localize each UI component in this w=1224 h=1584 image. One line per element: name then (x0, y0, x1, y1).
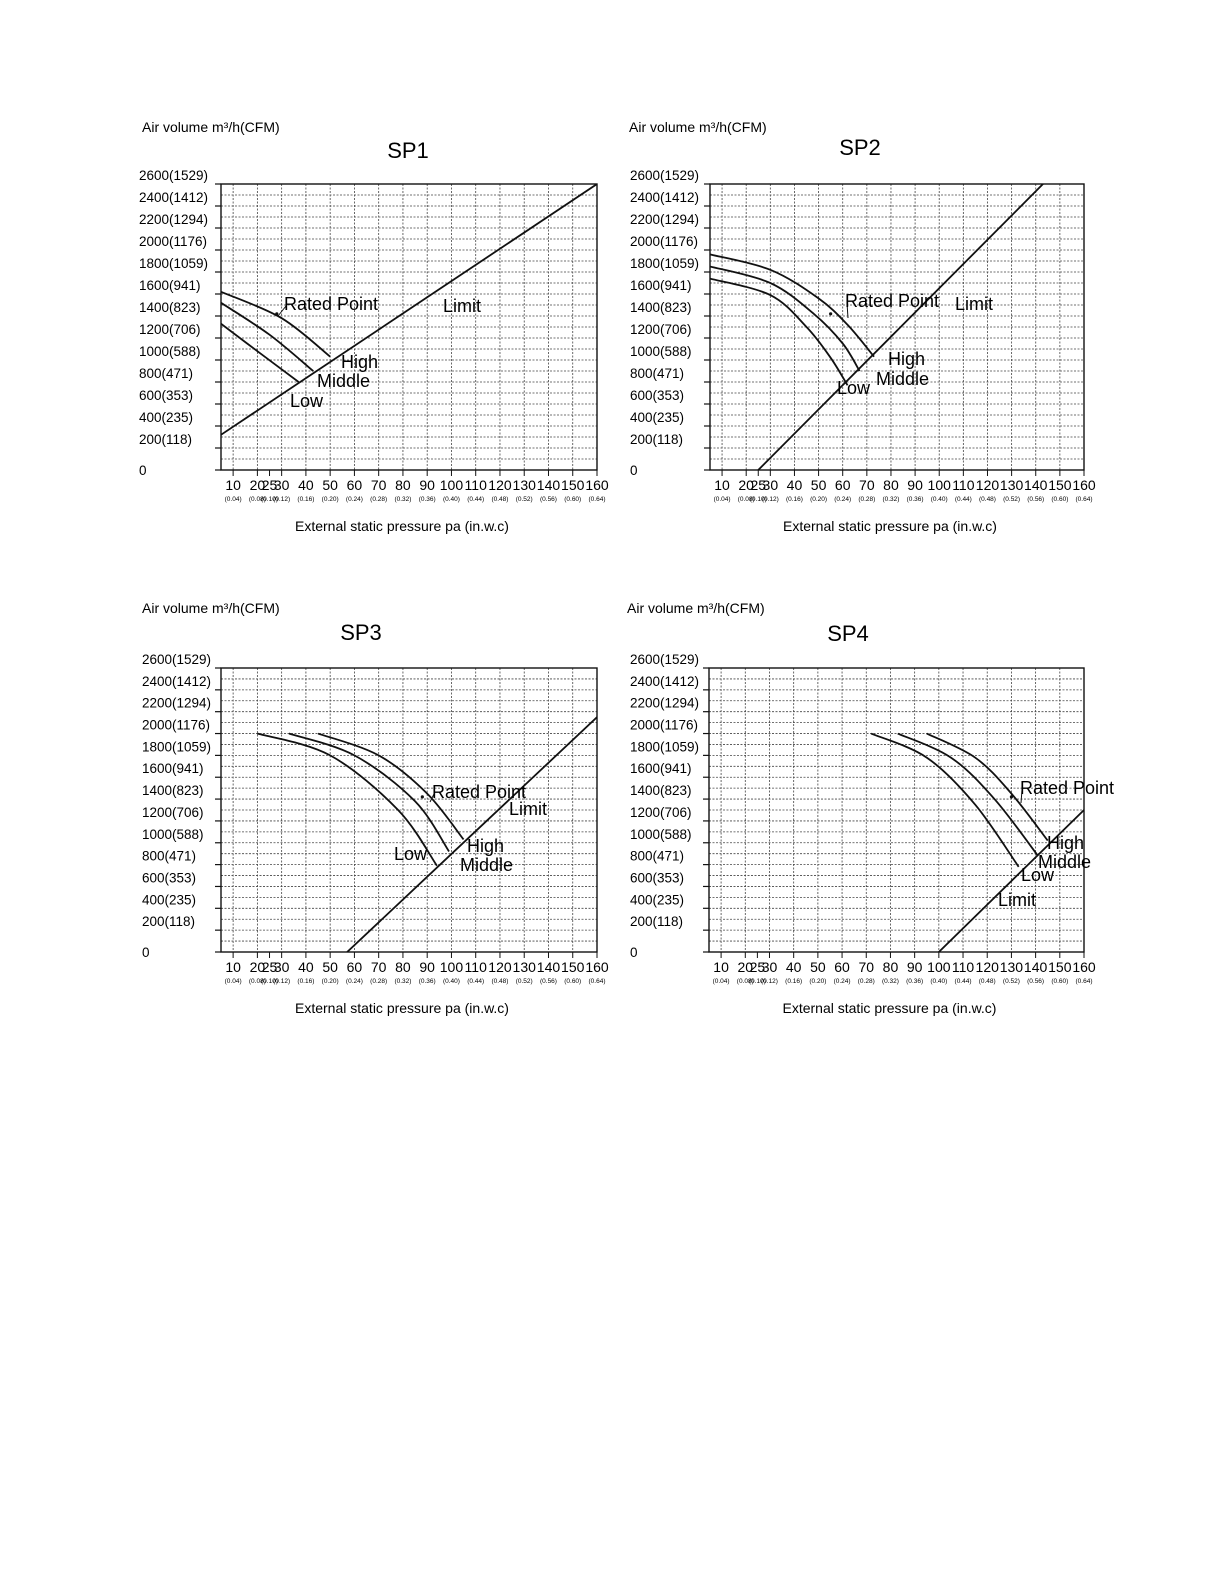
y-tick-label: 0 (630, 945, 638, 960)
x-tick-label: 70 (370, 959, 387, 975)
x-tick-sublabel: (0.08) (736, 978, 754, 985)
limit-label: Limit (509, 799, 548, 819)
x-tick-label: 140 (1023, 959, 1048, 975)
x-tick-label: 30 (273, 477, 290, 493)
x-tick-label: 20 (249, 959, 266, 975)
y-tick-label: 2600(1529) (142, 652, 212, 667)
x-tick-label: 160 (585, 477, 609, 493)
x-tick-label: 50 (322, 477, 338, 493)
y-tick-label: 600(353) (630, 870, 685, 886)
x-axis-title: External static pressure pa (in.w.c) (295, 518, 509, 534)
chart-sp1 (139, 119, 609, 534)
y-tick-label: 2000(1176) (630, 717, 699, 733)
x-tick-label: 90 (907, 477, 923, 493)
chart-title: SP4 (827, 621, 869, 646)
x-tick-sublabel: (0.44) (954, 496, 972, 503)
y-tick-label: 2200(1294) (630, 212, 700, 227)
x-tick-label: 50 (322, 959, 338, 975)
y-tick-label: 0 (142, 945, 150, 960)
middle-label: Middle (1038, 852, 1092, 872)
x-tick-sublabel: (0.52) (515, 978, 533, 985)
high-label: High (341, 352, 379, 372)
y-tick-label: 2200(1294) (630, 695, 700, 711)
x-tick-label: 10 (225, 959, 241, 975)
x-tick-sublabel: (0.20) (809, 978, 827, 985)
x-tick-sublabel: (0.52) (515, 496, 533, 503)
x-tick-label: 60 (346, 959, 363, 975)
x-tick-label: 40 (298, 959, 314, 975)
x-tick-sublabel: (0.40) (442, 496, 460, 503)
series-line-low (221, 324, 299, 382)
x-tick-label: 30 (273, 959, 290, 975)
middle-label: Middle (317, 371, 371, 391)
limit-label: Limit (955, 294, 994, 314)
y-tick-label: 800(471) (630, 848, 685, 864)
x-tick-label: 160 (585, 959, 609, 975)
x-tick-sublabel: (0.16) (785, 978, 803, 985)
x-tick-label: 150 (561, 477, 585, 493)
x-tick-label: 120 (975, 959, 999, 975)
y-axis-title: Air volume m³/h(CFM) (627, 600, 765, 616)
x-tick-label: 20 (737, 959, 754, 975)
x-tick-label: 20 (249, 477, 266, 493)
x-tick-label: 10 (713, 959, 729, 975)
y-tick-label: 600(353) (142, 870, 197, 886)
x-tick-sublabel: (0.28) (857, 978, 875, 985)
series-group (221, 184, 597, 435)
x-tick-sublabel: (0.48) (491, 978, 509, 985)
x-tick-label: 130 (512, 959, 536, 975)
y-tick-label: 1600(941) (139, 278, 201, 293)
y-tick-label: 200(118) (142, 914, 196, 930)
low-label: Low (394, 844, 428, 864)
x-tick-label: 110 (952, 477, 975, 493)
rated-point-marker (275, 312, 278, 315)
x-tick-label: 90 (419, 959, 435, 975)
x-tick-sublabel: (0.56) (539, 496, 557, 503)
x-tick-sublabel: (0.04) (224, 978, 242, 985)
x-tick-label: 40 (786, 477, 803, 493)
x-tick-sublabel: (0.32) (394, 496, 412, 503)
low-label: Low (1021, 865, 1055, 885)
y-tick-label: 1200(706) (630, 804, 692, 820)
y-tick-label: 400(235) (630, 892, 685, 908)
x-tick-sublabel: (0.32) (394, 978, 412, 985)
y-tick-label: 2000(1176) (630, 234, 699, 249)
x-tick-sublabel: (0.12) (273, 978, 291, 985)
x-tick-label: 100 (927, 959, 951, 975)
y-tick-label: 1400(823) (630, 300, 692, 315)
x-tick-sublabel: (0.12) (273, 496, 291, 503)
x-tick-sublabel: (0.40) (930, 496, 948, 503)
x-tick-sublabel: (0.04) (712, 978, 730, 985)
x-tick-label: 100 (439, 959, 464, 975)
y-tick-label: 400(235) (630, 410, 685, 425)
x-tick-label: 120 (975, 477, 1000, 493)
x-tick-sublabel: (0.52) (1002, 978, 1020, 985)
x-tick-label: 140 (536, 959, 561, 975)
x-tick-label: 25 (261, 959, 278, 975)
x-tick-sublabel: (0.48) (491, 496, 509, 503)
y-tick-label: 800(471) (139, 366, 194, 381)
y-tick-label: 2600(1529) (139, 168, 209, 183)
x-tick-sublabel: (0.24) (345, 496, 363, 503)
middle-label: Middle (460, 855, 514, 875)
x-tick-sublabel: (0.32) (882, 496, 900, 503)
x-tick-label: 120 (488, 477, 512, 493)
x-tick-sublabel: (0.56) (1027, 496, 1045, 503)
middle-label: Middle (876, 369, 930, 389)
rated-point-label: Rated Point (432, 782, 527, 802)
x-tick-sublabel: (0.44) (467, 978, 485, 985)
x-tick-label: 40 (298, 477, 314, 493)
x-tick-sublabel: (0.60) (1051, 978, 1069, 985)
y-tick-label: 1400(823) (139, 300, 201, 315)
rated-point-marker (421, 795, 424, 798)
grid (710, 184, 1084, 470)
x-tick-label: 80 (883, 477, 899, 493)
x-tick-sublabel: (0.20) (321, 496, 339, 503)
x-tick-sublabel: (0.60) (564, 496, 582, 503)
x-tick-sublabel: (0.28) (370, 978, 388, 985)
y-tick-label: 1200(706) (630, 322, 692, 337)
y-tick-label: 1800(1059) (630, 256, 700, 271)
x-tick-sublabel: (0.40) (930, 978, 948, 985)
x-tick-label: 130 (999, 959, 1024, 975)
rated-point-marker (829, 312, 832, 315)
x-tick-sublabel: (0.36) (906, 978, 924, 985)
x-tick-sublabel: (0.64) (588, 978, 606, 985)
y-tick-label: 1000(588) (139, 344, 201, 359)
y-tick-label: 800(471) (142, 848, 197, 864)
y-tick-label: 600(353) (139, 388, 194, 403)
y-tick-label: 1400(823) (630, 783, 692, 799)
x-tick-sublabel: (0.60) (1051, 496, 1069, 503)
chart-sp3 (142, 600, 609, 1016)
x-tick-label: 60 (834, 477, 851, 493)
x-tick-sublabel: (0.12) (761, 496, 779, 503)
y-tick-label: 400(235) (142, 892, 197, 908)
series-line-low (710, 279, 848, 386)
y-tick-label: 1000(588) (142, 826, 204, 842)
x-tick-sublabel: (0.10) (748, 978, 766, 985)
y-tick-label: 1800(1059) (630, 739, 700, 755)
x-tick-label: 50 (810, 477, 827, 493)
series-line-limit (347, 717, 597, 952)
y-tick-label: 0 (139, 463, 147, 478)
y-tick-label: 2200(1294) (142, 695, 212, 711)
x-tick-label: 140 (1024, 477, 1048, 493)
x-tick-label: 10 (714, 477, 730, 493)
y-tick-label: 2400(1412) (142, 673, 212, 689)
x-tick-sublabel: (0.08) (248, 496, 266, 503)
y-tick-label: 2600(1529) (630, 652, 700, 667)
x-tick-label: 130 (999, 477, 1024, 493)
x-tick-sublabel: (0.20) (321, 978, 339, 985)
high-label: High (1047, 833, 1085, 853)
x-tick-label: 100 (927, 477, 951, 493)
x-tick-label: 30 (761, 959, 778, 975)
x-tick-label: 80 (395, 477, 411, 493)
x-tick-sublabel: (0.32) (881, 978, 899, 985)
y-tick-label: 2200(1294) (139, 212, 209, 227)
y-tick-label: 2000(1176) (139, 234, 208, 249)
x-axis-title: External static pressure pa (in.w.c) (782, 1000, 997, 1016)
x-tick-sublabel: (0.48) (978, 978, 996, 985)
x-tick-label: 150 (1048, 959, 1072, 975)
x-tick-sublabel: (0.16) (297, 978, 315, 985)
x-tick-label: 160 (1072, 959, 1096, 975)
series-line-middle (710, 267, 860, 372)
y-tick-label: 0 (630, 463, 638, 478)
y-tick-label: 1000(588) (630, 344, 692, 359)
chart-title: SP1 (387, 138, 429, 163)
x-tick-label: 150 (561, 959, 585, 975)
x-tick-sublabel: (0.12) (760, 978, 778, 985)
x-tick-sublabel: (0.24) (834, 496, 852, 503)
x-tick-sublabel: (0.64) (1075, 978, 1093, 985)
y-tick-label: 1200(706) (142, 804, 204, 820)
limit-label: Limit (998, 890, 1037, 910)
x-tick-sublabel: (0.36) (418, 978, 436, 985)
x-tick-label: 160 (1072, 477, 1096, 493)
x-tick-sublabel: (0.36) (418, 496, 436, 503)
rated-point-label: Rated Point (1020, 778, 1115, 798)
x-tick-label: 25 (749, 959, 766, 975)
x-tick-label: 25 (261, 477, 278, 493)
series-line-limit (221, 184, 597, 435)
x-tick-sublabel: (0.28) (370, 496, 388, 503)
x-tick-sublabel: (0.56) (539, 978, 557, 985)
x-tick-label: 110 (464, 477, 487, 493)
y-tick-label: 200(118) (139, 432, 193, 447)
x-tick-sublabel: (0.24) (345, 978, 363, 985)
x-tick-sublabel: (0.36) (906, 496, 924, 503)
x-tick-label: 20 (738, 477, 754, 493)
x-tick-label: 40 (785, 959, 802, 975)
x-tick-label: 150 (1048, 477, 1072, 493)
x-axis-title: External static pressure pa (in.w.c) (295, 1000, 509, 1016)
y-tick-label: 1000(588) (630, 826, 692, 842)
x-tick-sublabel: (0.64) (588, 496, 606, 503)
y-tick-label: 1800(1059) (142, 739, 212, 755)
y-tick-label: 2400(1412) (630, 190, 700, 205)
rated-point-label: Rated Point (845, 291, 940, 311)
high-label: High (888, 349, 926, 369)
x-tick-sublabel: (0.28) (858, 496, 876, 503)
x-tick-label: 50 (810, 959, 826, 975)
chart-title: SP2 (839, 135, 881, 160)
x-tick-sublabel: (0.04) (713, 496, 731, 503)
grid (221, 184, 597, 470)
rated-point-label: Rated Point (284, 294, 379, 314)
chart-title: SP3 (340, 620, 382, 645)
x-tick-label: 140 (536, 477, 561, 493)
x-tick-label: 70 (370, 477, 387, 493)
x-tick-label: 90 (906, 959, 923, 975)
y-tick-label: 400(235) (139, 410, 194, 425)
x-tick-sublabel: (0.56) (1027, 978, 1045, 985)
y-axis-title: Air volume m³/h(CFM) (142, 600, 280, 616)
x-tick-label: 80 (395, 959, 411, 975)
low-label: Low (290, 391, 324, 411)
chart-sp4 (627, 600, 1114, 1016)
x-tick-sublabel: (0.60) (564, 978, 582, 985)
x-tick-label: 110 (464, 959, 487, 975)
x-tick-sublabel: (0.16) (297, 496, 315, 503)
x-tick-label: 30 (762, 477, 779, 493)
x-tick-sublabel: (0.04) (224, 496, 242, 503)
chart-sp2 (629, 119, 1096, 534)
y-tick-label: 1800(1059) (139, 256, 209, 271)
x-tick-label: 100 (439, 477, 464, 493)
x-tick-sublabel: (0.48) (978, 496, 996, 503)
series-line-limit (758, 184, 1043, 470)
y-tick-label: 2400(1412) (139, 190, 209, 205)
x-tick-sublabel: (0.40) (442, 978, 460, 985)
x-tick-sublabel: (0.16) (785, 496, 803, 503)
x-tick-label: 120 (488, 959, 512, 975)
y-tick-label: 600(353) (630, 388, 685, 403)
x-tick-sublabel: (0.10) (261, 978, 279, 985)
y-tick-label: 2600(1529) (630, 168, 700, 183)
x-tick-label: 60 (834, 959, 850, 975)
x-tick-sublabel: (0.44) (954, 978, 972, 985)
x-tick-sublabel: (0.24) (833, 978, 851, 985)
y-tick-label: 1600(941) (630, 278, 692, 293)
y-tick-label: 2000(1176) (142, 717, 211, 733)
x-tick-label: 60 (346, 477, 363, 493)
y-tick-label: 800(471) (630, 366, 685, 381)
x-tick-sublabel: (0.10) (749, 496, 767, 503)
x-tick-label: 10 (225, 477, 241, 493)
x-tick-sublabel: (0.20) (810, 496, 828, 503)
x-tick-sublabel: (0.44) (467, 496, 485, 503)
x-tick-label: 70 (859, 477, 875, 493)
y-tick-label: 200(118) (630, 432, 684, 447)
y-tick-label: 200(118) (630, 914, 684, 930)
x-tick-sublabel: (0.08) (248, 978, 266, 985)
high-label: High (467, 836, 505, 856)
y-tick-label: 2400(1412) (630, 673, 700, 689)
x-tick-label: 80 (882, 959, 899, 975)
x-tick-sublabel: (0.64) (1075, 496, 1093, 503)
x-tick-label: 110 (951, 959, 975, 975)
y-tick-label: 1200(706) (139, 322, 201, 337)
y-axis-title: Air volume m³/h(CFM) (629, 119, 767, 135)
y-axis-title: Air volume m³/h(CFM) (142, 119, 280, 135)
x-tick-label: 25 (750, 477, 767, 493)
y-tick-label: 1600(941) (630, 761, 692, 777)
x-tick-sublabel: (0.10) (261, 496, 279, 503)
low-label: Low (837, 378, 871, 398)
x-tick-sublabel: (0.52) (1003, 496, 1021, 503)
x-tick-sublabel: (0.08) (737, 496, 755, 503)
x-tick-label: 90 (419, 477, 435, 493)
y-tick-label: 1400(823) (142, 783, 204, 799)
x-tick-label: 70 (858, 959, 875, 975)
x-axis-title: External static pressure pa (in.w.c) (783, 518, 997, 534)
x-tick-label: 130 (512, 477, 536, 493)
limit-label: Limit (443, 296, 482, 316)
rated-point-marker (1010, 795, 1013, 798)
y-tick-label: 1600(941) (142, 761, 204, 777)
